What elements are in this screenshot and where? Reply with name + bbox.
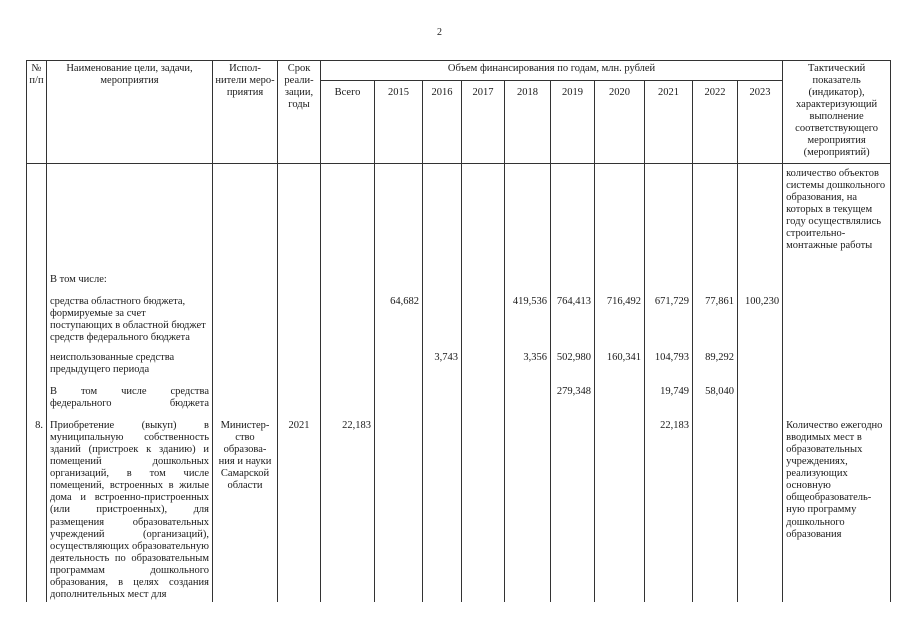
row-value-2020	[595, 273, 645, 295]
row-total	[321, 164, 375, 274]
row-name	[47, 164, 213, 274]
row-indicator	[783, 273, 891, 295]
header-financing: Объем финансирования по годам, млн. рублей	[321, 61, 783, 81]
row-value-2021	[645, 164, 693, 274]
header-term: Срок реали-зации, годы	[278, 61, 321, 164]
row-term	[278, 164, 321, 274]
row-value-2017	[462, 419, 505, 602]
row-value-2021: 671,729	[645, 295, 693, 351]
row-value-2018: 419,536	[505, 295, 551, 351]
row-value-2017	[462, 295, 505, 351]
row-no	[27, 385, 47, 419]
header-year-2023: 2023	[738, 81, 783, 164]
row-value-2019: 502,980	[551, 351, 595, 385]
row-no	[27, 295, 47, 351]
row-executor	[213, 164, 278, 274]
header-no: № п/п	[27, 61, 47, 164]
row-value-2022: 89,292	[693, 351, 738, 385]
row-value-2015: 64,682	[375, 295, 423, 351]
row-value-2017	[462, 164, 505, 274]
table-row	[27, 295, 891, 351]
header-year-2021: 2021	[645, 81, 693, 164]
row-term	[278, 295, 321, 351]
row-value-2023	[738, 419, 783, 602]
row-term	[278, 351, 321, 385]
row-value-2023	[738, 164, 783, 274]
row-value-2023	[738, 351, 783, 385]
row-no: 8.	[27, 419, 47, 602]
row-value-2020	[595, 385, 645, 419]
row-value-2023	[738, 385, 783, 419]
row-term: 2021	[278, 419, 321, 602]
header-name: Наименование цели, задачи, мероприятия	[47, 61, 213, 164]
header-year-2017: 2017	[462, 81, 505, 164]
row-no	[27, 164, 47, 274]
row-value-2021: 104,793	[645, 351, 693, 385]
row-name: В том числе средства федерального бюджета	[47, 385, 213, 419]
row-term	[278, 385, 321, 419]
row-total	[321, 295, 375, 351]
row-total: 22,183	[321, 419, 375, 602]
header-year-2019: 2019	[551, 81, 595, 164]
row-value-2015	[375, 351, 423, 385]
row-no	[27, 273, 47, 295]
row-value-2016	[423, 295, 462, 351]
row-executor	[213, 295, 278, 351]
row-indicator: Количество ежегодно вводимых мест в образовательных учреждениях, реализующих основную общеобразователь-ную программу дошкольного образования	[783, 419, 891, 602]
row-value-2016: 3,743	[423, 351, 462, 385]
row-value-2019	[551, 164, 595, 274]
row-value-2019	[551, 419, 595, 602]
row-value-2016	[423, 385, 462, 419]
row-value-2015	[375, 273, 423, 295]
financing-table	[26, 60, 891, 602]
row-executor: Министер-ство образова-ния и науки Самарской области	[213, 419, 278, 602]
row-value-2016	[423, 164, 462, 274]
row-name: средства областного бюджета, формируемые за счет поступающих в областной бюджет средств федерального бюджета	[47, 295, 213, 351]
row-value-2023	[738, 273, 783, 295]
row-value-2020: 716,492	[595, 295, 645, 351]
row-term	[278, 273, 321, 295]
row-value-2018: 3,356	[505, 351, 551, 385]
row-value-2022: 58,040	[693, 385, 738, 419]
row-value-2016	[423, 419, 462, 602]
header-executors: Испол-нители меро-приятия	[213, 61, 278, 164]
row-total	[321, 273, 375, 295]
header-indicator: Тактический показатель (индикатор), характеризующий выполнение соответствующего мероприятия (мероприятий)	[783, 61, 891, 164]
header-year-2020: 2020	[595, 81, 645, 164]
row-value-2020: 160,341	[595, 351, 645, 385]
row-value-2021: 22,183	[645, 419, 693, 602]
row-indicator	[783, 385, 891, 419]
row-value-2015	[375, 419, 423, 602]
row-indicator: количество объектов системы дошкольного образования, на которых в текущем году осуществлялись строительно-монтажные работы	[783, 164, 891, 274]
row-value-2022	[693, 419, 738, 602]
row-indicator	[783, 295, 891, 351]
row-name: Приобретение (выкуп) в муниципальную собственность зданий (пристроек к зданию) и помещений дошкольных организаций, в том числе помещений, встроенных в жилые дома и встроенно-пристроенных (или пристроенных), для размещения образовательных учреждений (организаций), осуществляющих образовательную деятельность по образовательным программам дошкольного образования, в целях создания дополнительных мест для	[47, 419, 213, 602]
row-executor	[213, 273, 278, 295]
row-value-2021	[645, 273, 693, 295]
row-value-2018	[505, 419, 551, 602]
row-value-2022	[693, 164, 738, 274]
row-value-2018	[505, 273, 551, 295]
header-row-1	[27, 61, 891, 81]
row-value-2018	[505, 385, 551, 419]
row-value-2017	[462, 273, 505, 295]
table-row	[27, 419, 891, 602]
table-row	[27, 164, 891, 274]
row-value-2022: 77,861	[693, 295, 738, 351]
row-value-2019: 279,348	[551, 385, 595, 419]
row-value-2019: 764,413	[551, 295, 595, 351]
row-value-2017	[462, 385, 505, 419]
row-no	[27, 351, 47, 385]
row-total	[321, 351, 375, 385]
row-value-2016	[423, 273, 462, 295]
row-value-2019	[551, 273, 595, 295]
row-indicator	[783, 351, 891, 385]
row-value-2018	[505, 164, 551, 274]
page-number: 2	[437, 27, 442, 38]
table-row	[27, 273, 891, 295]
row-value-2015	[375, 385, 423, 419]
header-total: Всего	[321, 81, 375, 164]
header-year-2022: 2022	[693, 81, 738, 164]
row-total	[321, 385, 375, 419]
row-value-2020	[595, 419, 645, 602]
header-year-2016: 2016	[423, 81, 462, 164]
row-value-2021: 19,749	[645, 385, 693, 419]
table-row	[27, 385, 891, 419]
row-name: неиспользованные средства предыдущего периода	[47, 351, 213, 385]
row-value-2015	[375, 164, 423, 274]
row-executor	[213, 351, 278, 385]
row-executor	[213, 385, 278, 419]
row-value-2023: 100,230	[738, 295, 783, 351]
table-row	[27, 351, 891, 385]
header-year-2018: 2018	[505, 81, 551, 164]
row-value-2017	[462, 351, 505, 385]
row-value-2022	[693, 273, 738, 295]
row-name: В том числе:	[47, 273, 213, 295]
header-year-2015: 2015	[375, 81, 423, 164]
row-value-2020	[595, 164, 645, 274]
